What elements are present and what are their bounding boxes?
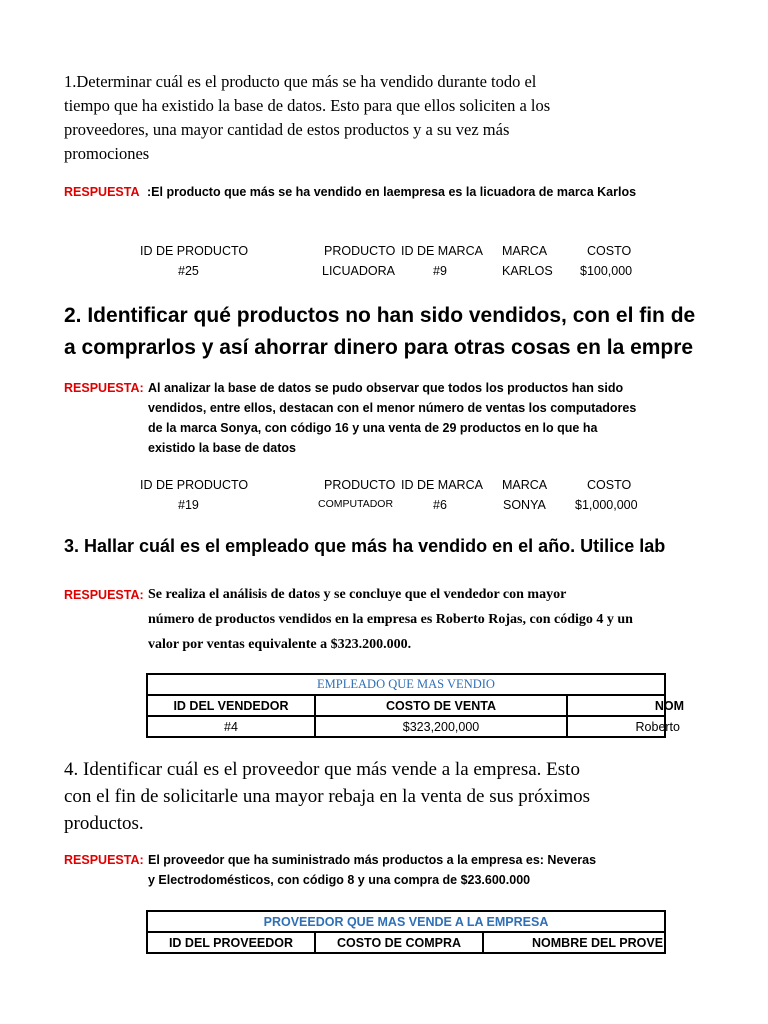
question-4-line: 4. Identificar cuál es el proveedor que más vende a la empresa. Esto: [64, 759, 580, 780]
answer-1-label: RESPUESTA: [64, 185, 140, 199]
answer-3-line: Se realiza el análisis de datos y se concluye que el vendedor con mayor: [148, 587, 567, 602]
answer-1-text: :El producto que más se ha vendido en laempresa es la licuadora de marca Karlos: [147, 185, 637, 199]
header-product: PRODUCTO: [324, 478, 396, 492]
header-name: NOM: [567, 695, 665, 716]
header-cost: COSTO: [587, 244, 632, 258]
question-3: 3. Hallar cuál es el empleado que más ha vendido en el año. Utilice lab: [64, 536, 666, 556]
header-brand-id: ID DE MARCA: [401, 244, 483, 258]
question-2-line: a comprarlos y así ahorrar dinero para otras cosas en la empre: [64, 336, 694, 359]
question-4: [64, 756, 590, 837]
table-caption: PROVEEDOR QUE MAS VENDE A LA EMPRESA: [147, 911, 665, 932]
answer-2-line: existido la base de datos: [148, 441, 296, 455]
value-cost: $1,000,000: [575, 498, 638, 512]
question-1-line: tiempo que ha existido la base de datos. Esto para que ellos soliciten a los: [64, 96, 551, 115]
header-purchase-cost: COSTO DE COMPRA: [315, 932, 483, 953]
header-product-id: ID DE PRODUCTO: [140, 478, 249, 492]
answer-4-text: [148, 850, 596, 890]
question-2-line: 2. Identificar qué productos no han sido vendidos, con el fin de: [64, 304, 696, 327]
header-supplier-name: NOMBRE DEL PROVE: [483, 932, 665, 953]
header-brand: MARCA: [502, 244, 548, 258]
question-1-line: proveedores, una mayor cantidad de estos productos y a su vez más: [64, 120, 510, 139]
answer-4-label: RESPUESTA:: [64, 853, 144, 867]
header-sales-cost: COSTO DE VENTA: [315, 695, 567, 716]
header-product: PRODUCTO: [324, 244, 396, 258]
question-4-line: productos.: [64, 813, 144, 834]
question-4-line: con el fin de solicitarle una mayor rebaja en la venta de sus próximos: [64, 786, 591, 807]
value-product-id: #25: [178, 264, 199, 278]
value-name: Roberto: [567, 716, 665, 737]
value-sales-cost: $323,200,000: [315, 716, 567, 737]
question-1-line: promociones: [64, 144, 150, 163]
header-supplier-id: ID DEL PROVEEDOR: [147, 932, 315, 953]
header-brand: MARCA: [502, 478, 548, 492]
answer-4-line: y Electrodomésticos, con código 8 y una compra de $23.600.000: [148, 873, 531, 887]
answer-4-line: El proveedor que ha suministrado más productos a la empresa es: Neveras: [148, 853, 597, 867]
question-1: [64, 70, 624, 166]
answer-3-line: valor por ventas equivalente a $323.200.000.: [148, 637, 412, 652]
value-brand-id: #9: [433, 264, 447, 278]
answer-2-label: RESPUESTA:: [64, 381, 144, 395]
table-caption: EMPLEADO QUE MAS VENDIO: [147, 674, 665, 695]
question-1-line: 1.Determinar cuál es el producto que más se ha vendido durante todo el: [64, 72, 537, 91]
header-product-id: ID DE PRODUCTO: [140, 244, 249, 258]
value-cost: $100,000: [580, 264, 633, 278]
answer-3-label: RESPUESTA:: [64, 588, 144, 602]
value-product: COMPUTADOR: [318, 498, 394, 510]
value-brand: KARLOS: [502, 264, 553, 278]
value-brand-id: #6: [433, 498, 447, 512]
header-cost: COSTO: [587, 478, 632, 492]
value-product: LICUADORA: [322, 264, 395, 278]
value-product-id: #19: [178, 498, 199, 512]
answer-2-line: vendidos, entre ellos, destacan con el menor número de ventas los computadores: [148, 401, 637, 415]
answer-3-text: [148, 582, 633, 657]
value-seller-id: #4: [147, 716, 315, 737]
question-2: [64, 300, 695, 364]
top-employee-table: [146, 673, 684, 738]
value-brand: SONYA: [503, 498, 546, 512]
answer-2-line: de la marca Sonya, con código 16 y una venta de 29 productos en lo que ha: [148, 421, 598, 435]
answer-2-text: [148, 378, 636, 458]
header-brand-id: ID DE MARCA: [401, 478, 483, 492]
answer-3-line: número de productos vendidos en la empresa es Roberto Rojas, con código 4 y un: [148, 612, 633, 627]
top-supplier-table: [146, 910, 666, 954]
header-seller-id: ID DEL VENDEDOR: [147, 695, 315, 716]
answer-2-line: Al analizar la base de datos se pudo observar que todos los productos han sido: [148, 381, 624, 395]
